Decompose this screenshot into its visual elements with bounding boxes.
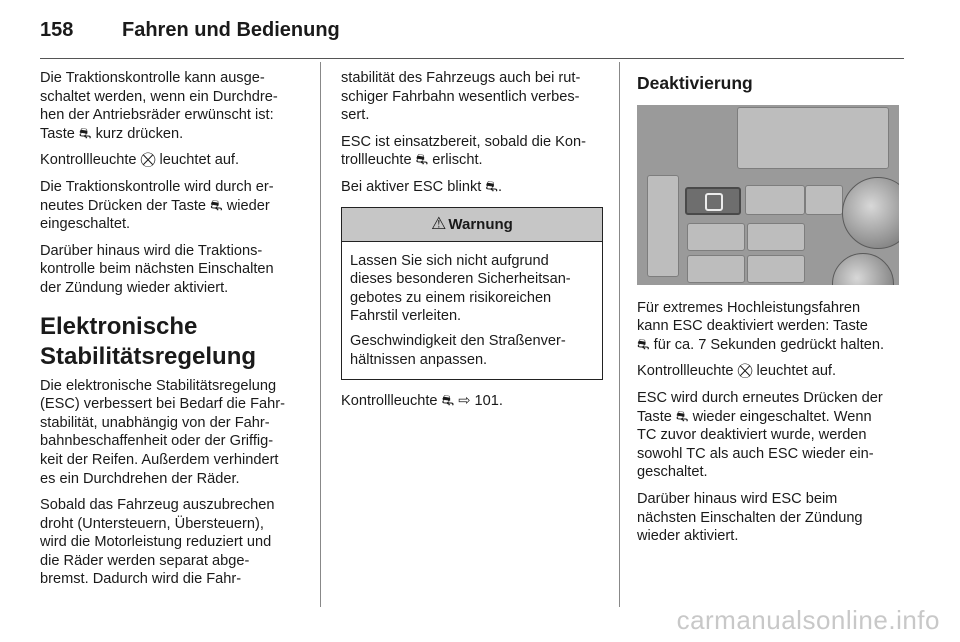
watermark: carmanualsonline.info: [676, 605, 940, 635]
warning-paragraph: [350, 252, 594, 326]
photo-panel: [747, 223, 805, 251]
text-line: Kontrollleuchte ⛐ ⇨ 101.: [341, 393, 503, 410]
paragraph: [341, 69, 603, 125]
page-number: 158: [40, 19, 74, 41]
text-line: Darüber hinaus wird ESC beim: [637, 490, 838, 507]
text-line: trollleuchte ⛐ erlischt.: [341, 152, 483, 169]
esc-button-photo: [637, 105, 899, 285]
text-line: Taste ⛐ wieder eingeschaltet. Wenn: [637, 408, 872, 425]
text-line: Sobald das Fahrzeug auszubrechen: [40, 497, 275, 514]
text-line: Die Traktionskontrolle kann ausge-: [40, 70, 265, 86]
text-line: Die elektronische Stabilitätsregelung: [40, 377, 277, 394]
header-rule: [40, 58, 904, 59]
text-line: bahnbeschaffenheit oder der Griffig-: [40, 433, 274, 450]
esc-button: [685, 187, 741, 215]
text-line: gebotes zu einem risikoreichen: [350, 289, 552, 306]
text-line: droht (Untersteuern, Übersteuern),: [40, 515, 264, 532]
page-title: Fahren und Bedienung: [122, 19, 340, 41]
photo-panel: [737, 107, 889, 169]
text-line: ⛐ für ca. 7 Sekunden gedrückt halten.: [637, 336, 885, 353]
text-line: ESC ist einsatzbereit, sobald die Kon-: [341, 133, 586, 150]
text-line: dieses besonderen Sicherheitsan-: [350, 271, 571, 288]
paragraph: [637, 490, 905, 546]
page-header: [40, 19, 340, 49]
text-line: Stabilitätsregelung: [40, 342, 257, 370]
paragraph: [40, 496, 308, 589]
text-line: schaltet werden, wenn ein Durchdre-: [40, 88, 278, 105]
photo-panel: [747, 255, 805, 283]
text-line: der Zündung wieder aktiviert.: [40, 279, 229, 296]
text-line: neutes Drücken der Taste ⛐ wieder: [40, 197, 270, 214]
text-line: sert.: [341, 107, 370, 124]
photo-panel: [687, 223, 745, 251]
warning-paragraph: [350, 332, 594, 369]
photo-panel: [745, 185, 805, 215]
text-line: Elektronische: [40, 312, 198, 340]
text-line: keit der Reifen. Außerdem verhindert: [40, 451, 279, 468]
text-line: es ein Durchdrehen der Räder.: [40, 470, 240, 487]
paragraph: [341, 178, 603, 197]
text-line: bremst. Dadurch wird die Fahr-: [40, 571, 242, 588]
text-line: stabilität des Fahrzeugs auch bei rut-: [341, 70, 581, 86]
paragraph: [637, 389, 905, 482]
photo-panel: [647, 175, 679, 277]
column-middle: [341, 69, 603, 419]
text-line: TC zuvor deaktiviert wurde, werden: [637, 427, 867, 444]
text-line: ESC wird durch erneutes Drücken der: [637, 389, 883, 406]
photo-panel: [805, 185, 843, 215]
text-line: hältnissen anpassen.: [350, 351, 488, 368]
text-line: Darüber hinaus wird die Traktions-: [40, 242, 263, 259]
text-line: wird die Motorleistung reduziert und: [40, 534, 272, 551]
section-heading: [40, 312, 308, 372]
text-line: Kontrollleuchte ⛒ leuchtet auf.: [637, 363, 837, 380]
photo-knob: [832, 253, 894, 285]
text-line: kontrolle beim nächsten Einschalten: [40, 261, 274, 278]
warning-header: [342, 208, 602, 242]
paragraph: [637, 299, 905, 355]
warning-body: [342, 242, 602, 380]
text-line: geschaltet.: [637, 464, 708, 481]
warning-box: [341, 207, 603, 381]
subsection-heading: Deaktivierung: [637, 73, 753, 93]
paragraph: [341, 392, 603, 411]
text-line: Für extremes Hochleistungsfahren: [637, 299, 861, 316]
text-line: Bei aktiver ESC blinkt ⛐.: [341, 178, 503, 195]
text-line: (ESC) verbessert bei Bedarf die Fahr-: [40, 396, 285, 413]
warning-icon: ⚠: [431, 213, 447, 234]
text-line: kann ESC deaktiviert werden: Taste: [637, 318, 868, 335]
column-divider-right: [619, 62, 620, 607]
esc-car-icon: [705, 193, 723, 211]
text-line: Kontrollleuchte ⛒ leuchtet auf.: [40, 152, 240, 169]
paragraph: [40, 242, 308, 298]
column-right: [637, 74, 905, 554]
paragraph: [40, 69, 308, 143]
paragraph: [40, 377, 308, 489]
paragraph: [40, 151, 308, 170]
text-line: die Räder werden separat abge-: [40, 552, 250, 569]
column-divider-left: [320, 62, 321, 607]
paragraph: [40, 178, 308, 234]
column-left: [40, 69, 308, 597]
paragraph: [341, 133, 603, 170]
text-line: Fahrstil verleiten.: [350, 308, 462, 325]
text-line: schiger Fahrbahn wesentlich verbes-: [341, 88, 580, 105]
text-line: Taste ⛐ kurz drücken.: [40, 125, 184, 142]
text-line: Geschwindigkeit den Straßenver-: [350, 332, 566, 349]
text-line: Lassen Sie sich nicht aufgrund: [350, 252, 549, 269]
warning-title: Warnung: [448, 215, 513, 233]
text-line: sowohl TC als auch ESC wieder ein-: [637, 445, 874, 462]
paragraph: [637, 362, 905, 381]
text-line: wieder aktiviert.: [637, 528, 739, 545]
photo-knob: [842, 177, 899, 249]
photo-panel: [687, 255, 745, 283]
text-line: hen der Antriebsräder erwünscht ist:: [40, 107, 274, 124]
text-line: nächsten Einschalten der Zündung: [637, 509, 863, 526]
text-line: Die Traktionskontrolle wird durch er-: [40, 178, 274, 195]
text-line: eingeschaltet.: [40, 216, 131, 233]
text-line: stabilität, unabhängig von der Fahr-: [40, 414, 270, 431]
